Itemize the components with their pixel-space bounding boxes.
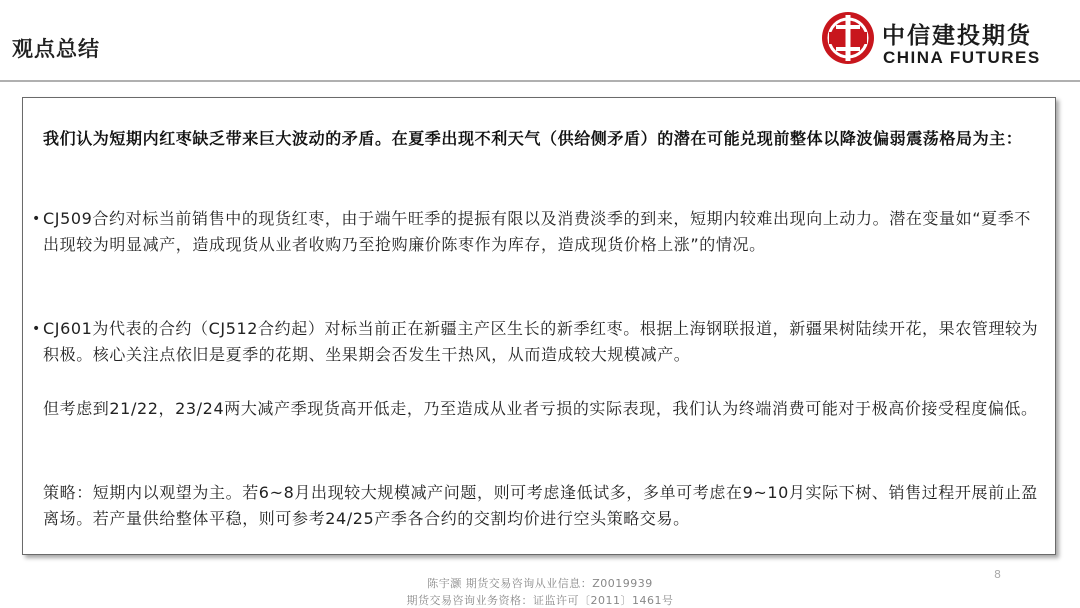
bullet-item-cj509: [32, 206, 1043, 258]
strategy-paragraph: 策略：短期内以观望为主。若6~8月出现较大规模减产问题，则可考虑逢低试多，多单可考虑在9~10月实际下树、销售过程开展前止盈离场。若产量供给整体平稳，则可参考24/25产季各合约的交割均价进行空头策略交易。: [43, 483, 1038, 528]
logo-english-name: CHINA FUTURES: [883, 48, 1041, 67]
bullet-item-cj601: [32, 316, 1043, 368]
company-logo: [820, 10, 1070, 72]
page-title: 观点总结: [12, 37, 100, 61]
bullet-icon: •: [32, 321, 41, 337]
bullet-text: CJ509合约对标当前销售中的现货红枣，由于端午旺季的提振有限以及消费淡季的到来，短期内较难出现向上动力。潜在变量如“夏季不出现较为明显减产，造成现货从业者收购乃至抢购廉价陈枣作为库存，造成现货价格上涨”的情况。: [43, 209, 1031, 254]
header: [0, 0, 1080, 84]
logo-chinese-name: 中信建投期货: [882, 23, 1032, 49]
page-number: 8: [994, 568, 1001, 581]
summary-box: [22, 97, 1056, 555]
bullet-text: CJ601为代表的合约（CJ512合约起）对标当前正在新疆主产区生长的新季红枣。根据上海钢联报道，新疆果树陆续开花，果农管理较为积极。核心关注点依旧是夏季的花期、坐果期会否发生干热风，从而造成较大规模减产。: [43, 319, 1039, 364]
bullet-icon: •: [32, 211, 41, 227]
consumption-note-paragraph: 但考虑到21/22，23/24两大减产季现货高开低走，乃至造成从业者亏损的实际表现，我们认为终端消费可能对于极高价接受程度偏低。: [43, 399, 1038, 418]
analyst-info: 陈宇灏 期货交易咨询从业信息：Z0019939: [427, 577, 653, 590]
china-futures-logo-icon: [820, 10, 876, 66]
intro-paragraph: 我们认为短期内红枣缺乏带来巨大波动的矛盾。在夏季出现不利天气（供给侧矛盾）的潜在可能兑现前整体以降波偏弱震荡格局为主：: [43, 129, 1023, 148]
header-divider: [0, 80, 1080, 82]
license-info: 期货交易咨询业务资格：证监许可〔2011〕1461号: [406, 594, 674, 607]
